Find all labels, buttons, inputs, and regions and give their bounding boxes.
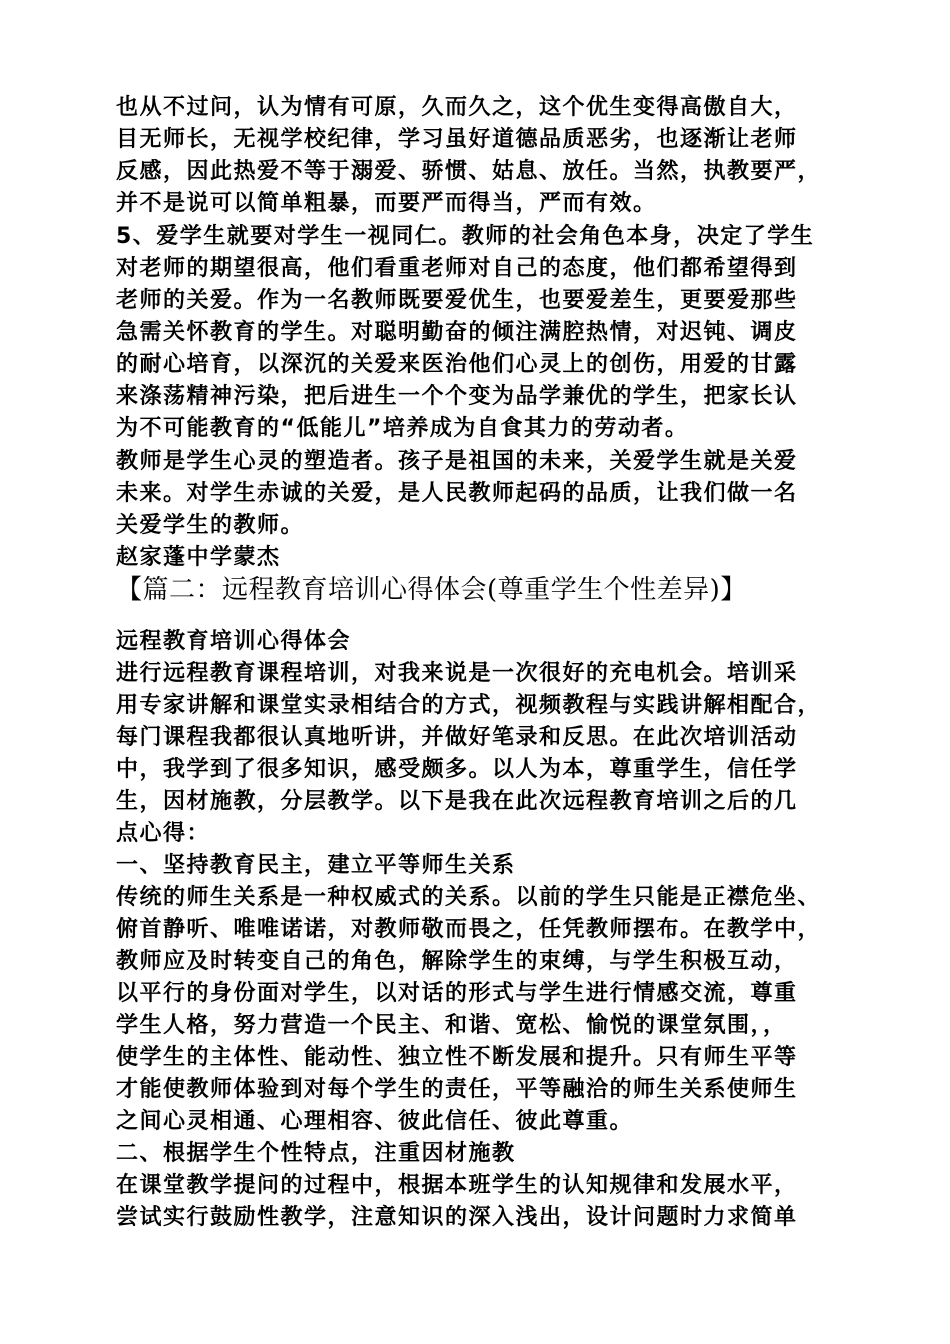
text-line: 急需关怀教育的学生。对聪明勤奋的倾注满腔热情，对迟钝、调皮	[116, 320, 798, 345]
text-line: 尝试实行鼓励性教学，注意知识的深入浅出，设计问题时力求简单	[116, 1205, 798, 1230]
text-line: 之间心灵相通、心理相容、彼此信任、彼此尊重。	[116, 1109, 634, 1134]
text-line: 生，因材施教，分层教学。以下是我在此次远程教育培训之后的几	[116, 789, 798, 814]
text-line: 教师是学生心灵的塑造者。孩子是祖国的未来，关爱学生就是关爱	[116, 449, 798, 474]
text-line: 以平行的身份面对学生，以对话的形式与学生进行情感交流，尊重	[116, 981, 798, 1006]
text-line: 目无师长，无视学校纪律，学习虽好道德品质恶劣，也逐渐让老师	[116, 127, 798, 152]
text-line: 反感，因此热爱不等于溺爱、骄惯、姑息、放任。当然，执教要严，	[116, 159, 822, 184]
text-line: 在课堂教学提问的过程中，根据本班学生的认知规律和发展水平，	[116, 1173, 798, 1198]
text-line: 学生人格，努力营造一个民主、和谐、宽松、愉悦的课堂氛围，，	[116, 1013, 787, 1038]
text-line: 传统的师生关系是一种权威式的关系。以前的学生只能是正襟危坐、	[116, 885, 822, 910]
text-line: 教师应及时转变自己的角色，解除学生的束缚，与学生积极互动，	[116, 949, 798, 974]
text-line: 未来。对学生赤诚的关爱，是人民教师起码的品质，让我们做一名	[116, 481, 798, 506]
text-line: 每门课程我都很认真地听讲，并做好笔录和反思。在此次培训活动	[116, 725, 798, 750]
text-line: 使学生的主体性、能动性、独立性不断发展和提升。只有师生平等	[116, 1045, 798, 1070]
author-line: 赵家蓬中学蒙杰	[116, 545, 281, 570]
text-line: 对老师的期望很高，他们看重老师对自己的态度，他们都希望得到	[116, 256, 798, 281]
section-heading: 【篇二：远程教育培训心得体会(尊重学生个性差异)】	[116, 575, 747, 605]
subheading: 二、根据学生个性特点，注重因材施教	[116, 1141, 516, 1166]
text-line: 关爱学生的教师。	[116, 513, 305, 538]
subheading: 一、坚持教育民主，建立平等师生关系	[116, 853, 516, 878]
text-line: 为不可能教育的“低能儿”培养成为自食其力的劳动者。	[116, 416, 689, 441]
text-line: 进行远程教育课程培训，对我来说是一次很好的充电机会。培训采	[116, 661, 798, 686]
article-title: 远程教育培训心得体会	[116, 629, 352, 654]
text-line: 老师的关爱。作为一名教师既要爱优生，也要爱差生，更要爱那些	[116, 288, 798, 313]
text-line: 俯首静听、唯唯诺诺，对教师敬而畏之，任凭教师摆布。在教学中，	[116, 917, 822, 942]
text-line: 也从不过问，认为情有可原，久而久之，这个优生变得高傲自大，	[116, 95, 798, 120]
text-line: 并不是说可以简单粗暴，而要严而得当，严而有效。	[116, 191, 657, 216]
text-line: 中，我学到了很多知识，感受颇多。以人为本，尊重学生，信任学	[116, 757, 798, 782]
text-line: 才能使教师体验到对每个学生的责任，平等融洽的师生关系使师生	[116, 1077, 798, 1102]
text-line: 5、爱学生就要对学生一视同仁。教师的社会角色本身，决定了学生	[116, 224, 815, 249]
text-line: 来涤荡精神污染，把后进生一个个变为品学兼优的学生，把家长认	[116, 384, 798, 409]
text-line: 点心得：	[116, 821, 211, 846]
text-line: 的耐心培育，以深沉的关爱来医治他们心灵上的创伤，用爱的甘露	[116, 352, 798, 377]
text-line: 用专家讲解和课堂实录相结合的方式，视频教程与实践讲解相配合，	[116, 693, 822, 718]
